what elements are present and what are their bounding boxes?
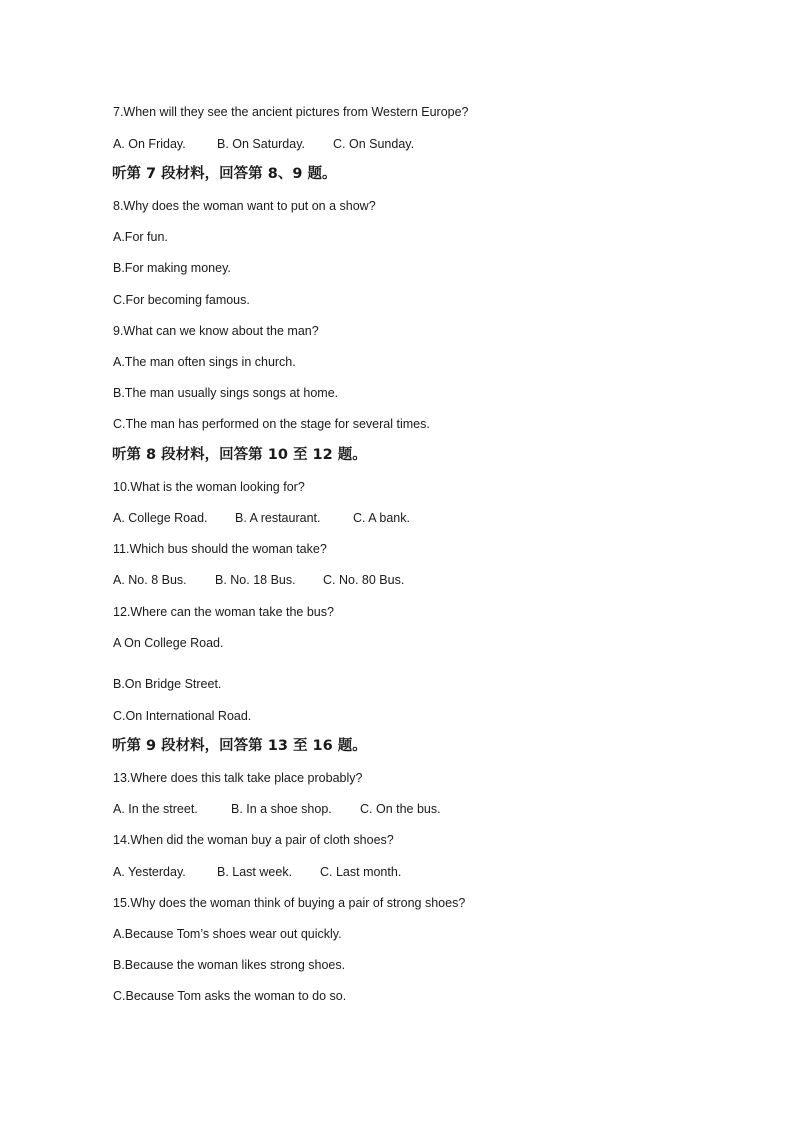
q15-option-b: B.Because the woman likes strong shoes. bbox=[113, 958, 346, 972]
q10-option-b: B. A restaurant. bbox=[235, 511, 321, 525]
q8-option-c: C.For becoming famous. bbox=[113, 293, 250, 307]
question-11: 11.Which bus should the woman take? bbox=[113, 542, 327, 556]
question-15: 15.Why does the woman think of buying a pair of strong shoes? bbox=[113, 896, 466, 910]
q8-option-a: A.For fun. bbox=[113, 230, 168, 244]
q12-option-c: C.On International Road. bbox=[113, 709, 252, 723]
q13-option-a: A. In the street. bbox=[113, 802, 198, 816]
question-14: 14.When did the woman buy a pair of cloth shoes? bbox=[113, 833, 394, 847]
question-8: 8.Why does the woman want to put on a show? bbox=[113, 199, 376, 213]
q11-option-a: A. No. 8 Bus. bbox=[113, 573, 187, 587]
q7-option-a: A. On Friday. bbox=[113, 137, 186, 151]
question-10: 10.What is the woman looking for? bbox=[113, 480, 305, 494]
q10-option-a: A. College Road. bbox=[113, 511, 208, 525]
q13-option-b: B. In a shoe shop. bbox=[231, 802, 332, 816]
q14-option-c: C. Last month. bbox=[320, 865, 402, 879]
section-7-heading: 听第 7 段材料，回答第 8、9 题。 bbox=[112, 166, 337, 182]
q13-option-c: C. On the bus. bbox=[360, 802, 441, 816]
q9-option-b: B.The man usually sings songs at home. bbox=[113, 386, 339, 400]
question-9: 9.What can we know about the man? bbox=[113, 324, 319, 338]
q15-option-a: A.Because Tom’s shoes wear out quickly. bbox=[113, 927, 342, 941]
q15-option-c: C.Because Tom asks the woman to do so. bbox=[113, 989, 347, 1003]
section-9-heading: 听第 9 段材料，回答第 13 至 16 题。 bbox=[112, 738, 367, 754]
question-13: 13.Where does this talk take place probably? bbox=[113, 771, 363, 785]
q11-option-b: B. No. 18 Bus. bbox=[215, 573, 296, 587]
question-7: 7.When will they see the ancient pictures from Western Europe? bbox=[113, 105, 469, 119]
q8-option-b: B.For making money. bbox=[113, 261, 231, 275]
question-12: 12.Where can the woman take the bus? bbox=[113, 605, 334, 619]
q7-option-c: C. On Sunday. bbox=[333, 137, 415, 151]
section-8-heading: 听第 8 段材料，回答第 10 至 12 题。 bbox=[112, 447, 367, 463]
q7-option-b: B. On Saturday. bbox=[217, 137, 306, 151]
q9-option-c: C.The man has performed on the stage for several times. bbox=[113, 417, 430, 431]
q11-option-c: C. No. 80 Bus. bbox=[323, 573, 405, 587]
q9-option-a: A.The man often sings in church. bbox=[113, 355, 296, 369]
q12-option-b: B.On Bridge Street. bbox=[113, 677, 222, 691]
q14-option-a: A. Yesterday. bbox=[113, 865, 186, 879]
q10-option-c: C. A bank. bbox=[353, 511, 410, 525]
q14-option-b: B. Last week. bbox=[217, 865, 293, 879]
q12-option-a: A On College Road. bbox=[113, 636, 224, 650]
